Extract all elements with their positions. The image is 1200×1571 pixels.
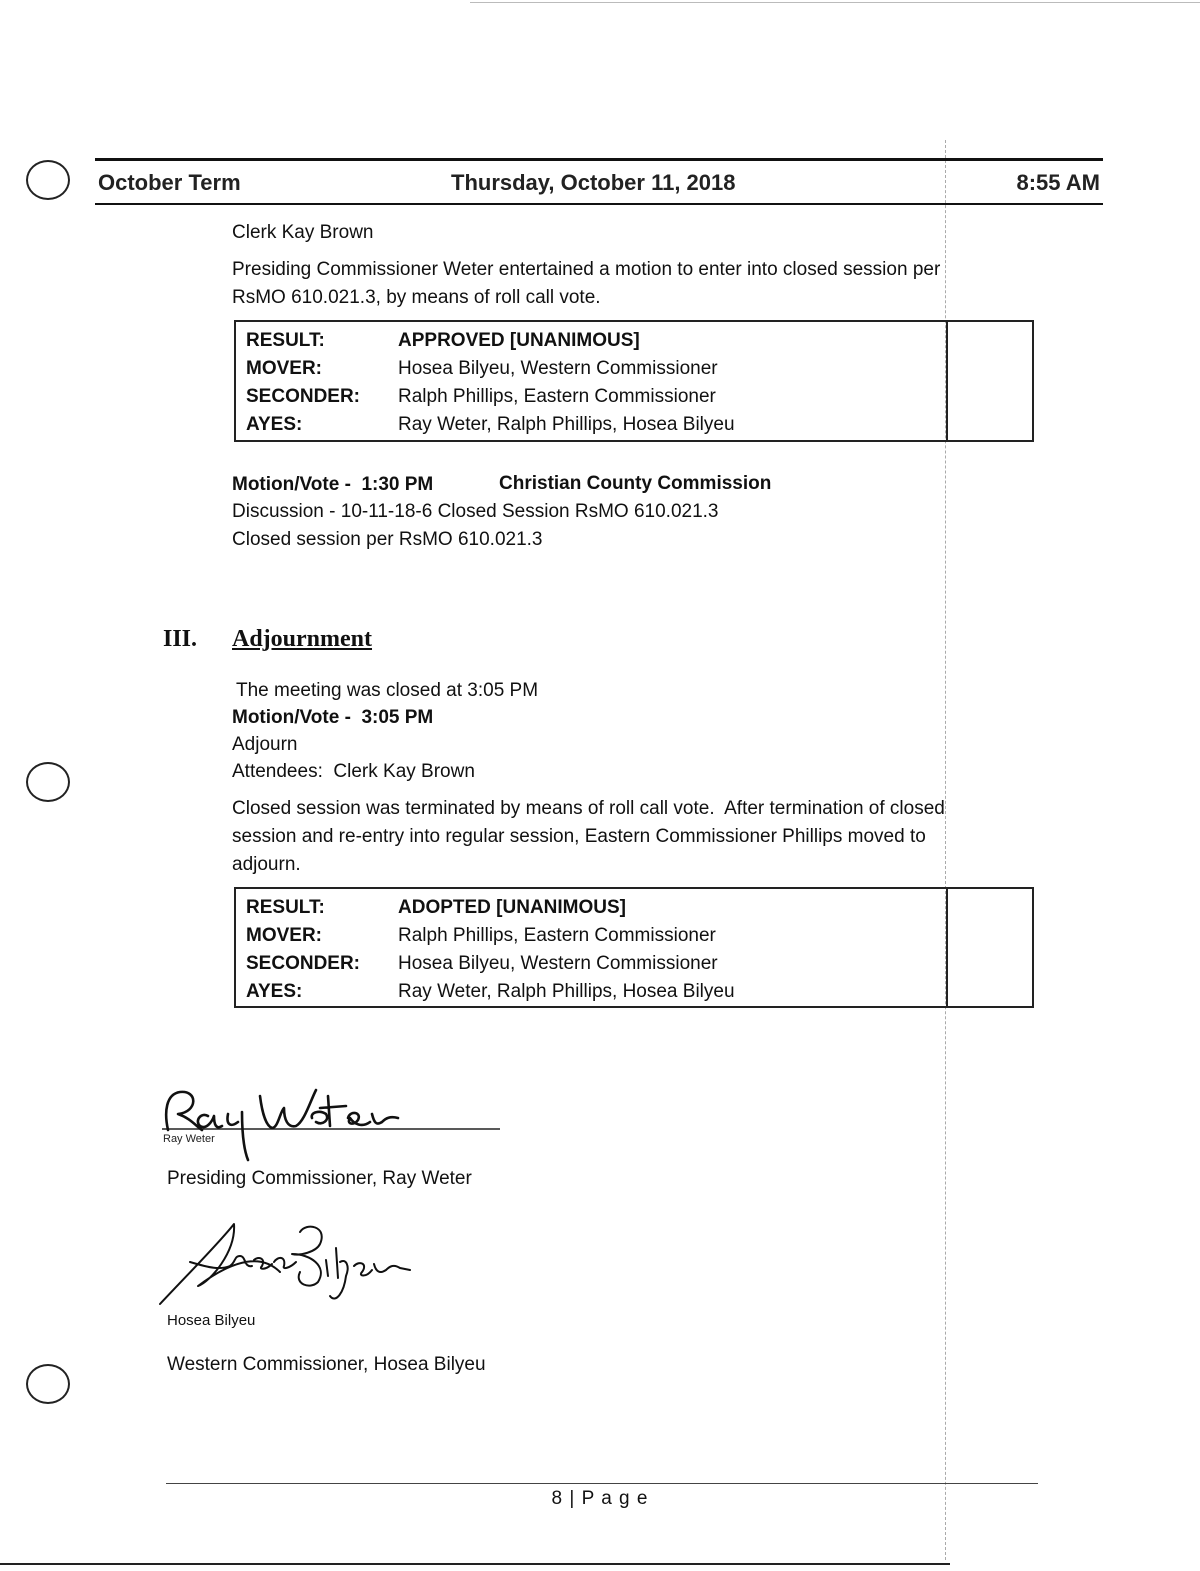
signature-printed-name: Ray Weter	[163, 1133, 215, 1145]
vote-value: Hosea Bilyeu, Western Commissioner	[398, 358, 718, 379]
meeting-closed-line: The meeting was closed at 3:05 PM	[236, 680, 539, 701]
adjourn-paragraph-line-1: Closed session was terminated by means of roll call vote. After termination of closed	[232, 798, 945, 819]
vote-label: AYES:	[246, 414, 303, 435]
section-title: Adjournment	[232, 626, 373, 652]
vote-label: SECONDER:	[246, 953, 361, 974]
signature-ray-weter	[150, 1072, 510, 1162]
vote-value: Ralph Phillips, Eastern Commissioner	[398, 925, 716, 946]
clerk-line: Clerk Kay Brown	[232, 222, 374, 243]
header-time: 8:55 AM	[1016, 170, 1100, 195]
discussion-line: Discussion - 10-11-18-6 Closed Session RsMO 610.021.3	[232, 501, 719, 522]
signature-hosea-bilyeu	[150, 1212, 470, 1312]
attendees-line: Attendees: Clerk Kay Brown	[232, 761, 475, 782]
punch-hole-bottom	[26, 1364, 70, 1404]
vote-value: APPROVED [UNANIMOUS]	[398, 330, 640, 351]
vote-value: ADOPTED [UNANIMOUS]	[398, 897, 626, 918]
page-number: 8	[551, 1488, 564, 1509]
header-date: Thursday, October 11, 2018	[451, 170, 736, 195]
punch-hole-middle	[26, 762, 70, 802]
header-rule-bottom	[95, 203, 1103, 205]
adjourn-paragraph-line-3: adjourn.	[232, 854, 301, 875]
vote-table-closed-session	[234, 320, 1034, 442]
section-numeral: III.	[163, 626, 198, 652]
page-word: P a g e	[581, 1488, 649, 1509]
header-rule-top	[95, 158, 1103, 161]
motion-vote-label: Motion/Vote - 1:30 PM	[232, 474, 434, 495]
signature-title: Western Commissioner, Hosea Bilyeu	[167, 1354, 486, 1375]
motion-text-line-2: RsMO 610.021.3, by means of roll call vote.	[232, 287, 601, 308]
vote-value: Ray Weter, Ralph Phillips, Hosea Bilyeu	[398, 981, 735, 1002]
vote-label: AYES:	[246, 981, 303, 1002]
motion-vote-org: Christian County Commission	[499, 473, 772, 494]
vote-value: Hosea Bilyeu, Western Commissioner	[398, 953, 718, 974]
adjourn-line: Adjourn	[232, 734, 298, 755]
closed-session-line: Closed session per RsMO 610.021.3	[232, 529, 543, 550]
vote-table-adjourn	[234, 887, 1034, 1008]
vote-label: RESULT:	[246, 330, 325, 351]
bottom-edge-line	[0, 1563, 950, 1565]
page-separator: |	[569, 1488, 582, 1509]
footer-rule	[166, 1483, 1038, 1484]
signature-title: Presiding Commissioner, Ray Weter	[167, 1168, 472, 1189]
signature-printed-name: Hosea Bilyeu	[167, 1312, 256, 1329]
vote-label: MOVER:	[246, 925, 322, 946]
footer-page	[0, 1488, 1200, 1510]
header-term: October Term	[98, 170, 241, 195]
vote-value: Ray Weter, Ralph Phillips, Hosea Bilyeu	[398, 414, 735, 435]
vote-label: SECONDER:	[246, 386, 361, 407]
punch-hole-top	[26, 160, 70, 200]
vote-label: RESULT:	[246, 897, 325, 918]
vote-label: MOVER:	[246, 358, 322, 379]
motion-text-line-1: Presiding Commissioner Weter entertained a motion to enter into closed session per	[232, 259, 941, 280]
adjourn-paragraph-line-2: session and re-entry into regular session, Eastern Commissioner Phillips moved to	[232, 826, 926, 847]
vote-value: Ralph Phillips, Eastern Commissioner	[398, 386, 716, 407]
motion-vote-label-adjourn: Motion/Vote - 3:05 PM	[232, 707, 434, 728]
top-edge-line	[470, 2, 1200, 3]
